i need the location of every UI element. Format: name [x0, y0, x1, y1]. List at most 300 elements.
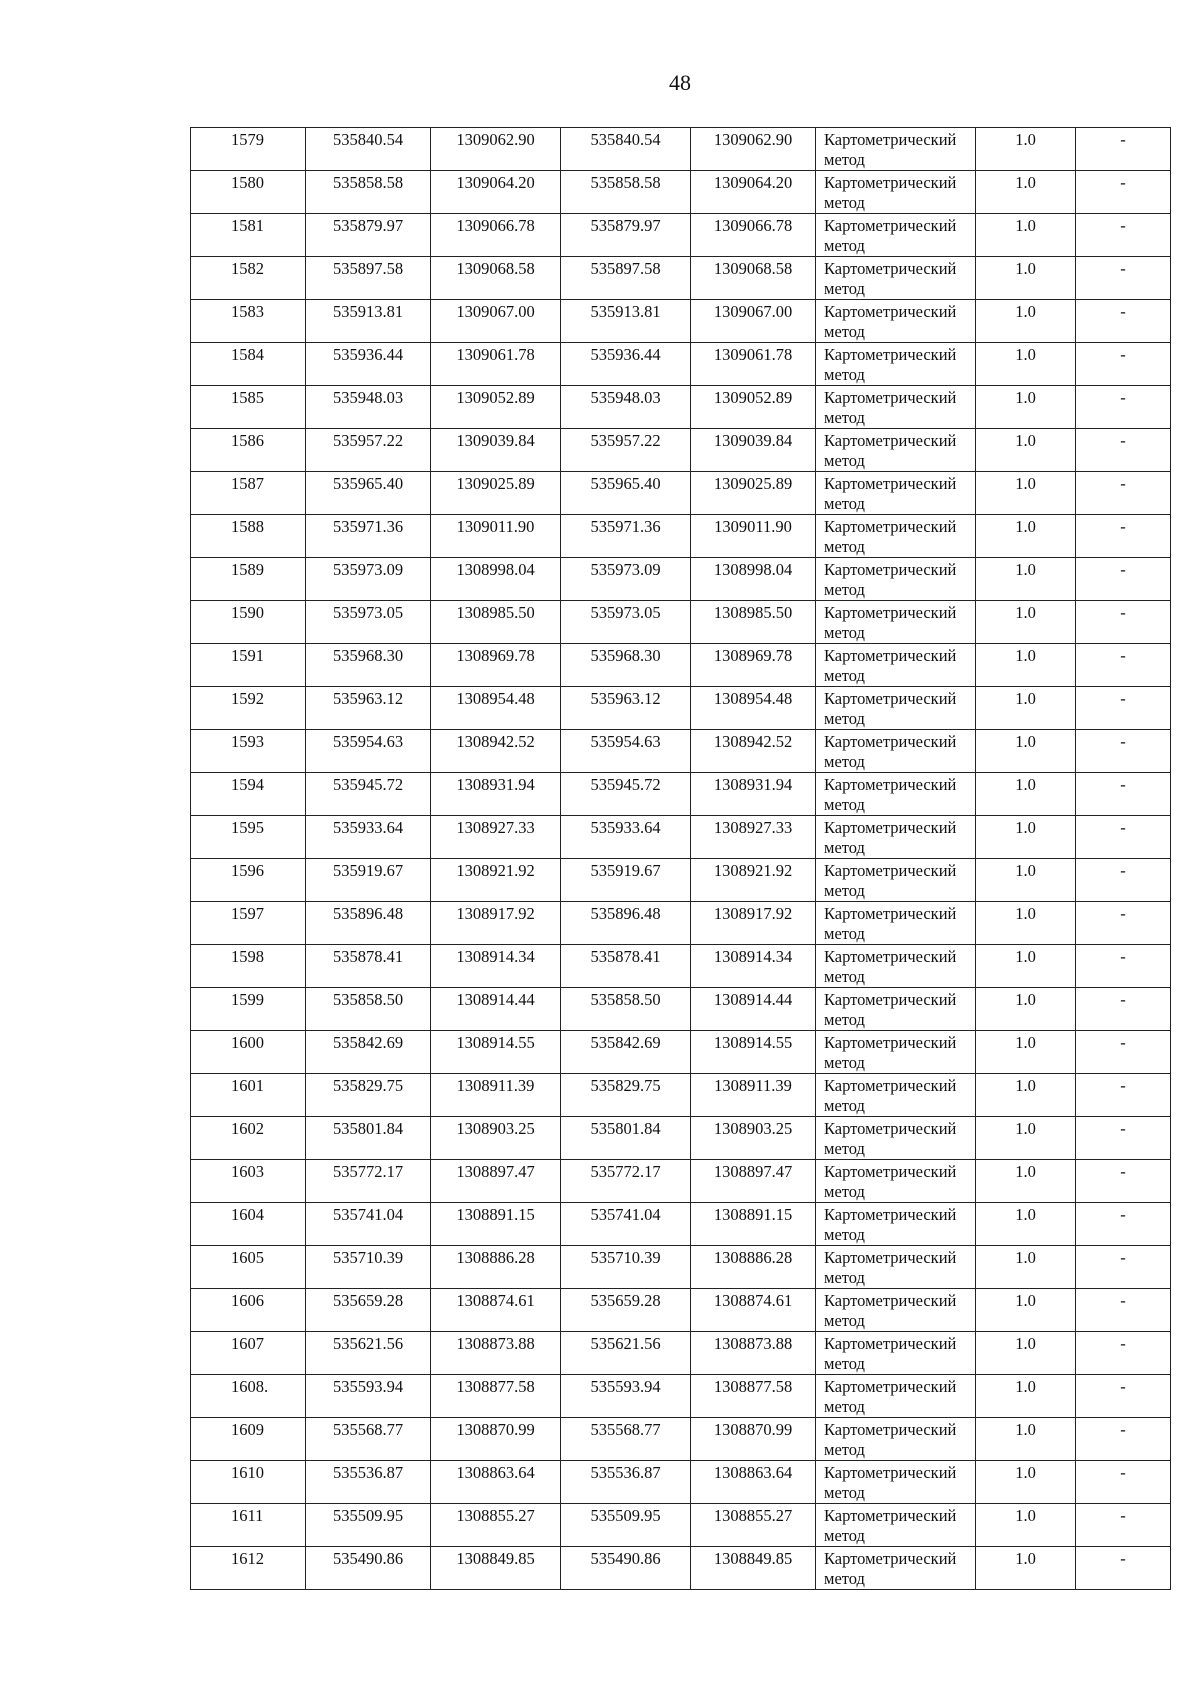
method-line-2: метод — [824, 1354, 865, 1373]
y-old-cell: 1308903.25 — [431, 1117, 561, 1160]
x-new-cell: 535509.95 — [561, 1504, 691, 1547]
point-number-cell: 1582 — [191, 257, 306, 300]
x-old-cell: 535568.77 — [306, 1418, 431, 1461]
point-number-cell: 1588 — [191, 515, 306, 558]
accuracy-cell: 1.0 — [976, 644, 1076, 687]
point-number-cell: 1599 — [191, 988, 306, 1031]
method-line-1: Картометрический — [824, 1334, 957, 1353]
note-cell: - — [1076, 730, 1171, 773]
y-new-cell: 1309068.58 — [691, 257, 816, 300]
x-old-cell: 535509.95 — [306, 1504, 431, 1547]
y-old-cell: 1308985.50 — [431, 601, 561, 644]
method-line-1: Картометрический — [824, 947, 957, 966]
accuracy-cell: 1.0 — [976, 171, 1076, 214]
y-old-cell: 1308969.78 — [431, 644, 561, 687]
method-line-1: Картометрический — [824, 689, 957, 708]
note-cell: - — [1076, 687, 1171, 730]
x-new-cell: 535971.36 — [561, 515, 691, 558]
y-old-cell: 1308891.15 — [431, 1203, 561, 1246]
method-cell — [816, 1504, 976, 1547]
accuracy-cell: 1.0 — [976, 1418, 1076, 1461]
method-line-2: метод — [824, 1311, 865, 1330]
y-new-cell: 1308921.92 — [691, 859, 816, 902]
y-new-cell: 1309066.78 — [691, 214, 816, 257]
x-old-cell: 535957.22 — [306, 429, 431, 472]
y-old-cell: 1308921.92 — [431, 859, 561, 902]
note-cell: - — [1076, 214, 1171, 257]
table-body — [191, 128, 1171, 1590]
table-row — [191, 601, 1171, 644]
y-old-cell: 1308931.94 — [431, 773, 561, 816]
x-new-cell: 535878.41 — [561, 945, 691, 988]
point-number-cell: 1608. — [191, 1375, 306, 1418]
x-new-cell: 535965.40 — [561, 472, 691, 515]
y-new-cell: 1309025.89 — [691, 472, 816, 515]
y-old-cell: 1308954.48 — [431, 687, 561, 730]
y-new-cell: 1308870.99 — [691, 1418, 816, 1461]
method-line-2: метод — [824, 924, 865, 943]
x-old-cell: 535593.94 — [306, 1375, 431, 1418]
accuracy-cell: 1.0 — [976, 1203, 1076, 1246]
method-line-1: Картометрический — [824, 861, 957, 880]
note-cell: - — [1076, 1074, 1171, 1117]
method-line-1: Картометрический — [824, 603, 957, 622]
note-cell: - — [1076, 128, 1171, 171]
method-line-1: Картометрический — [824, 517, 957, 536]
accuracy-cell: 1.0 — [976, 343, 1076, 386]
x-old-cell: 535741.04 — [306, 1203, 431, 1246]
accuracy-cell: 1.0 — [976, 1461, 1076, 1504]
x-new-cell: 535879.97 — [561, 214, 691, 257]
method-cell — [816, 1418, 976, 1461]
table-row — [191, 773, 1171, 816]
method-line-2: метод — [824, 365, 865, 384]
accuracy-cell: 1.0 — [976, 859, 1076, 902]
point-number-cell: 1607 — [191, 1332, 306, 1375]
method-line-2: метод — [824, 193, 865, 212]
method-cell — [816, 386, 976, 429]
method-line-2: метод — [824, 623, 865, 642]
y-new-cell: 1308914.34 — [691, 945, 816, 988]
y-old-cell: 1308855.27 — [431, 1504, 561, 1547]
point-number-cell: 1583 — [191, 300, 306, 343]
table-row — [191, 1246, 1171, 1289]
x-new-cell: 535568.77 — [561, 1418, 691, 1461]
point-number-cell: 1598 — [191, 945, 306, 988]
method-cell — [816, 1246, 976, 1289]
note-cell: - — [1076, 386, 1171, 429]
point-number-cell: 1603 — [191, 1160, 306, 1203]
table-row — [191, 730, 1171, 773]
method-cell — [816, 1160, 976, 1203]
accuracy-cell: 1.0 — [976, 429, 1076, 472]
table-row — [191, 1461, 1171, 1504]
x-old-cell: 535840.54 — [306, 128, 431, 171]
point-number-cell: 1587 — [191, 472, 306, 515]
y-new-cell: 1308855.27 — [691, 1504, 816, 1547]
point-number-cell: 1609 — [191, 1418, 306, 1461]
note-cell: - — [1076, 945, 1171, 988]
x-new-cell: 535897.58 — [561, 257, 691, 300]
x-new-cell: 535936.44 — [561, 343, 691, 386]
table-row — [191, 300, 1171, 343]
method-line-2: метод — [824, 580, 865, 599]
method-line-1: Картометрический — [824, 1033, 957, 1052]
method-line-1: Картометрический — [824, 302, 957, 321]
x-old-cell: 535801.84 — [306, 1117, 431, 1160]
method-cell — [816, 773, 976, 816]
method-line-1: Картометрический — [824, 1549, 957, 1568]
table-row — [191, 214, 1171, 257]
note-cell: - — [1076, 171, 1171, 214]
point-number-cell: 1584 — [191, 343, 306, 386]
point-number-cell: 1611 — [191, 1504, 306, 1547]
note-cell: - — [1076, 988, 1171, 1031]
x-new-cell: 535621.56 — [561, 1332, 691, 1375]
note-cell: - — [1076, 1031, 1171, 1074]
y-new-cell: 1308914.55 — [691, 1031, 816, 1074]
method-line-2: метод — [824, 1096, 865, 1115]
accuracy-cell: 1.0 — [976, 214, 1076, 257]
method-line-2: метод — [824, 451, 865, 470]
table-row — [191, 429, 1171, 472]
table-row — [191, 988, 1171, 1031]
y-old-cell: 1309052.89 — [431, 386, 561, 429]
point-number-cell: 1589 — [191, 558, 306, 601]
method-line-1: Картометрический — [824, 732, 957, 751]
table-row — [191, 128, 1171, 171]
method-line-1: Картометрический — [824, 216, 957, 235]
note-cell: - — [1076, 472, 1171, 515]
note-cell: - — [1076, 515, 1171, 558]
method-line-2: метод — [824, 1569, 865, 1588]
x-new-cell: 535772.17 — [561, 1160, 691, 1203]
method-line-2: метод — [824, 494, 865, 513]
y-new-cell: 1308877.58 — [691, 1375, 816, 1418]
method-line-2: метод — [824, 322, 865, 341]
accuracy-cell: 1.0 — [976, 687, 1076, 730]
y-old-cell: 1309061.78 — [431, 343, 561, 386]
y-old-cell: 1308874.61 — [431, 1289, 561, 1332]
y-old-cell: 1308873.88 — [431, 1332, 561, 1375]
method-cell — [816, 1375, 976, 1418]
method-cell — [816, 558, 976, 601]
point-number-cell: 1600 — [191, 1031, 306, 1074]
method-cell — [816, 644, 976, 687]
y-new-cell: 1308911.39 — [691, 1074, 816, 1117]
x-old-cell: 535945.72 — [306, 773, 431, 816]
y-old-cell: 1308927.33 — [431, 816, 561, 859]
x-old-cell: 535490.86 — [306, 1547, 431, 1590]
page-number: 48 — [669, 70, 691, 95]
method-cell — [816, 214, 976, 257]
note-cell: - — [1076, 859, 1171, 902]
note-cell: - — [1076, 601, 1171, 644]
method-line-1: Картометрический — [824, 1463, 957, 1482]
y-new-cell: 1308942.52 — [691, 730, 816, 773]
method-line-2: метод — [824, 537, 865, 556]
table-row — [191, 1074, 1171, 1117]
y-new-cell: 1309039.84 — [691, 429, 816, 472]
y-old-cell: 1308914.55 — [431, 1031, 561, 1074]
method-cell — [816, 1461, 976, 1504]
point-number-cell: 1601 — [191, 1074, 306, 1117]
note-cell: - — [1076, 1246, 1171, 1289]
x-old-cell: 535772.17 — [306, 1160, 431, 1203]
note-cell: - — [1076, 773, 1171, 816]
x-old-cell: 535896.48 — [306, 902, 431, 945]
y-old-cell: 1308911.39 — [431, 1074, 561, 1117]
x-old-cell: 535968.30 — [306, 644, 431, 687]
method-cell — [816, 171, 976, 214]
x-old-cell: 535919.67 — [306, 859, 431, 902]
method-line-2: метод — [824, 881, 865, 900]
x-new-cell: 535710.39 — [561, 1246, 691, 1289]
table-row — [191, 1332, 1171, 1375]
method-line-2: метод — [824, 1483, 865, 1502]
x-old-cell: 535971.36 — [306, 515, 431, 558]
y-old-cell: 1309039.84 — [431, 429, 561, 472]
method-cell — [816, 1289, 976, 1332]
y-new-cell: 1308873.88 — [691, 1332, 816, 1375]
note-cell: - — [1076, 644, 1171, 687]
x-new-cell: 535948.03 — [561, 386, 691, 429]
y-old-cell: 1309062.90 — [431, 128, 561, 171]
method-line-2: метод — [824, 150, 865, 169]
table-row — [191, 687, 1171, 730]
point-number-cell: 1592 — [191, 687, 306, 730]
point-number-cell: 1597 — [191, 902, 306, 945]
y-old-cell: 1308886.28 — [431, 1246, 561, 1289]
method-line-2: метод — [824, 279, 865, 298]
method-cell — [816, 816, 976, 859]
y-new-cell: 1308969.78 — [691, 644, 816, 687]
y-new-cell: 1308897.47 — [691, 1160, 816, 1203]
x-old-cell: 535536.87 — [306, 1461, 431, 1504]
method-line-1: Картометрический — [824, 345, 957, 364]
note-cell: - — [1076, 816, 1171, 859]
method-line-1: Картометрический — [824, 1162, 957, 1181]
y-new-cell: 1308914.44 — [691, 988, 816, 1031]
x-old-cell: 535842.69 — [306, 1031, 431, 1074]
accuracy-cell: 1.0 — [976, 816, 1076, 859]
point-number-cell: 1595 — [191, 816, 306, 859]
y-new-cell: 1309011.90 — [691, 515, 816, 558]
method-cell — [816, 128, 976, 171]
method-cell — [816, 1332, 976, 1375]
x-new-cell: 535945.72 — [561, 773, 691, 816]
accuracy-cell: 1.0 — [976, 773, 1076, 816]
x-old-cell: 535954.63 — [306, 730, 431, 773]
method-line-1: Картометрический — [824, 474, 957, 493]
note-cell: - — [1076, 1418, 1171, 1461]
point-number-cell: 1612 — [191, 1547, 306, 1590]
method-line-1: Картометрический — [824, 1506, 957, 1525]
table-row — [191, 1160, 1171, 1203]
table-row — [191, 859, 1171, 902]
note-cell: - — [1076, 1504, 1171, 1547]
note-cell: - — [1076, 1547, 1171, 1590]
table-row — [191, 386, 1171, 429]
point-number-cell: 1604 — [191, 1203, 306, 1246]
accuracy-cell: 1.0 — [976, 515, 1076, 558]
table-row — [191, 472, 1171, 515]
note-cell: - — [1076, 1160, 1171, 1203]
point-number-cell: 1585 — [191, 386, 306, 429]
y-new-cell: 1308874.61 — [691, 1289, 816, 1332]
table-row — [191, 644, 1171, 687]
accuracy-cell: 1.0 — [976, 128, 1076, 171]
method-line-2: метод — [824, 795, 865, 814]
accuracy-cell: 1.0 — [976, 1074, 1076, 1117]
x-new-cell: 535858.58 — [561, 171, 691, 214]
method-line-2: метод — [824, 838, 865, 857]
y-new-cell: 1308849.85 — [691, 1547, 816, 1590]
method-cell — [816, 1203, 976, 1246]
y-new-cell: 1308891.15 — [691, 1203, 816, 1246]
x-old-cell: 535973.05 — [306, 601, 431, 644]
accuracy-cell: 1.0 — [976, 988, 1076, 1031]
method-line-2: метод — [824, 752, 865, 771]
x-new-cell: 535741.04 — [561, 1203, 691, 1246]
x-old-cell: 535829.75 — [306, 1074, 431, 1117]
method-line-1: Картометрический — [824, 1076, 957, 1095]
x-old-cell: 535858.50 — [306, 988, 431, 1031]
method-cell — [816, 1074, 976, 1117]
note-cell: - — [1076, 902, 1171, 945]
point-number-cell: 1580 — [191, 171, 306, 214]
method-line-1: Картометрический — [824, 904, 957, 923]
table-row — [191, 1418, 1171, 1461]
note-cell: - — [1076, 300, 1171, 343]
method-line-1: Картометрический — [824, 646, 957, 665]
point-number-cell: 1605 — [191, 1246, 306, 1289]
y-old-cell: 1309067.00 — [431, 300, 561, 343]
table-row — [191, 257, 1171, 300]
method-line-1: Картометрический — [824, 1377, 957, 1396]
y-old-cell: 1309068.58 — [431, 257, 561, 300]
x-old-cell: 535913.81 — [306, 300, 431, 343]
y-new-cell: 1309061.78 — [691, 343, 816, 386]
method-cell — [816, 859, 976, 902]
x-new-cell: 535829.75 — [561, 1074, 691, 1117]
method-line-2: метод — [824, 1397, 865, 1416]
note-cell: - — [1076, 429, 1171, 472]
table-row — [191, 1375, 1171, 1418]
method-cell — [816, 343, 976, 386]
accuracy-cell: 1.0 — [976, 257, 1076, 300]
table-row — [191, 1547, 1171, 1590]
method-line-2: метод — [824, 408, 865, 427]
table-row — [191, 343, 1171, 386]
y-old-cell: 1309011.90 — [431, 515, 561, 558]
y-old-cell: 1309064.20 — [431, 171, 561, 214]
method-line-2: метод — [824, 666, 865, 685]
note-cell: - — [1076, 257, 1171, 300]
point-number-cell: 1581 — [191, 214, 306, 257]
table-row — [191, 1203, 1171, 1246]
method-cell — [816, 472, 976, 515]
x-new-cell: 535490.86 — [561, 1547, 691, 1590]
y-old-cell: 1308870.99 — [431, 1418, 561, 1461]
point-number-cell: 1590 — [191, 601, 306, 644]
table-row — [191, 171, 1171, 214]
y-old-cell: 1308917.92 — [431, 902, 561, 945]
x-new-cell: 535536.87 — [561, 1461, 691, 1504]
method-line-1: Картометрический — [824, 1205, 957, 1224]
x-new-cell: 535933.64 — [561, 816, 691, 859]
accuracy-cell: 1.0 — [976, 1332, 1076, 1375]
x-new-cell: 535963.12 — [561, 687, 691, 730]
y-old-cell: 1308897.47 — [431, 1160, 561, 1203]
table-row — [191, 902, 1171, 945]
x-new-cell: 535957.22 — [561, 429, 691, 472]
method-cell — [816, 300, 976, 343]
method-cell — [816, 601, 976, 644]
accuracy-cell: 1.0 — [976, 1547, 1076, 1590]
x-new-cell: 535840.54 — [561, 128, 691, 171]
method-line-1: Картометрический — [824, 1119, 957, 1138]
x-old-cell: 535897.58 — [306, 257, 431, 300]
y-old-cell: 1308914.34 — [431, 945, 561, 988]
note-cell: - — [1076, 1289, 1171, 1332]
y-new-cell: 1308863.64 — [691, 1461, 816, 1504]
x-old-cell: 535963.12 — [306, 687, 431, 730]
y-new-cell: 1309052.89 — [691, 386, 816, 429]
x-old-cell: 535878.41 — [306, 945, 431, 988]
method-line-1: Картометрический — [824, 1291, 957, 1310]
method-cell — [816, 687, 976, 730]
table-row — [191, 1289, 1171, 1332]
method-cell — [816, 1547, 976, 1590]
method-cell — [816, 429, 976, 472]
accuracy-cell: 1.0 — [976, 730, 1076, 773]
x-new-cell: 535842.69 — [561, 1031, 691, 1074]
method-line-1: Картометрический — [824, 560, 957, 579]
method-line-2: метод — [824, 1010, 865, 1029]
accuracy-cell: 1.0 — [976, 1246, 1076, 1289]
point-number-cell: 1593 — [191, 730, 306, 773]
y-old-cell: 1308942.52 — [431, 730, 561, 773]
x-old-cell: 535965.40 — [306, 472, 431, 515]
method-line-2: метод — [824, 1182, 865, 1201]
x-old-cell: 535948.03 — [306, 386, 431, 429]
method-line-2: метод — [824, 1225, 865, 1244]
x-new-cell: 535968.30 — [561, 644, 691, 687]
method-line-1: Картометрический — [824, 173, 957, 192]
x-new-cell: 535919.67 — [561, 859, 691, 902]
y-new-cell: 1308954.48 — [691, 687, 816, 730]
x-old-cell: 535936.44 — [306, 343, 431, 386]
table-row — [191, 1504, 1171, 1547]
method-line-1: Картометрический — [824, 431, 957, 450]
method-line-1: Картометрический — [824, 1420, 957, 1439]
accuracy-cell: 1.0 — [976, 300, 1076, 343]
table-row — [191, 945, 1171, 988]
note-cell: - — [1076, 558, 1171, 601]
accuracy-cell: 1.0 — [976, 1117, 1076, 1160]
method-line-1: Картометрический — [824, 775, 957, 794]
method-line-2: метод — [824, 967, 865, 986]
method-cell — [816, 1117, 976, 1160]
method-line-2: метод — [824, 236, 865, 255]
table-row — [191, 1117, 1171, 1160]
y-old-cell: 1308877.58 — [431, 1375, 561, 1418]
accuracy-cell: 1.0 — [976, 1160, 1076, 1203]
accuracy-cell: 1.0 — [976, 1031, 1076, 1074]
accuracy-cell: 1.0 — [976, 601, 1076, 644]
accuracy-cell: 1.0 — [976, 558, 1076, 601]
